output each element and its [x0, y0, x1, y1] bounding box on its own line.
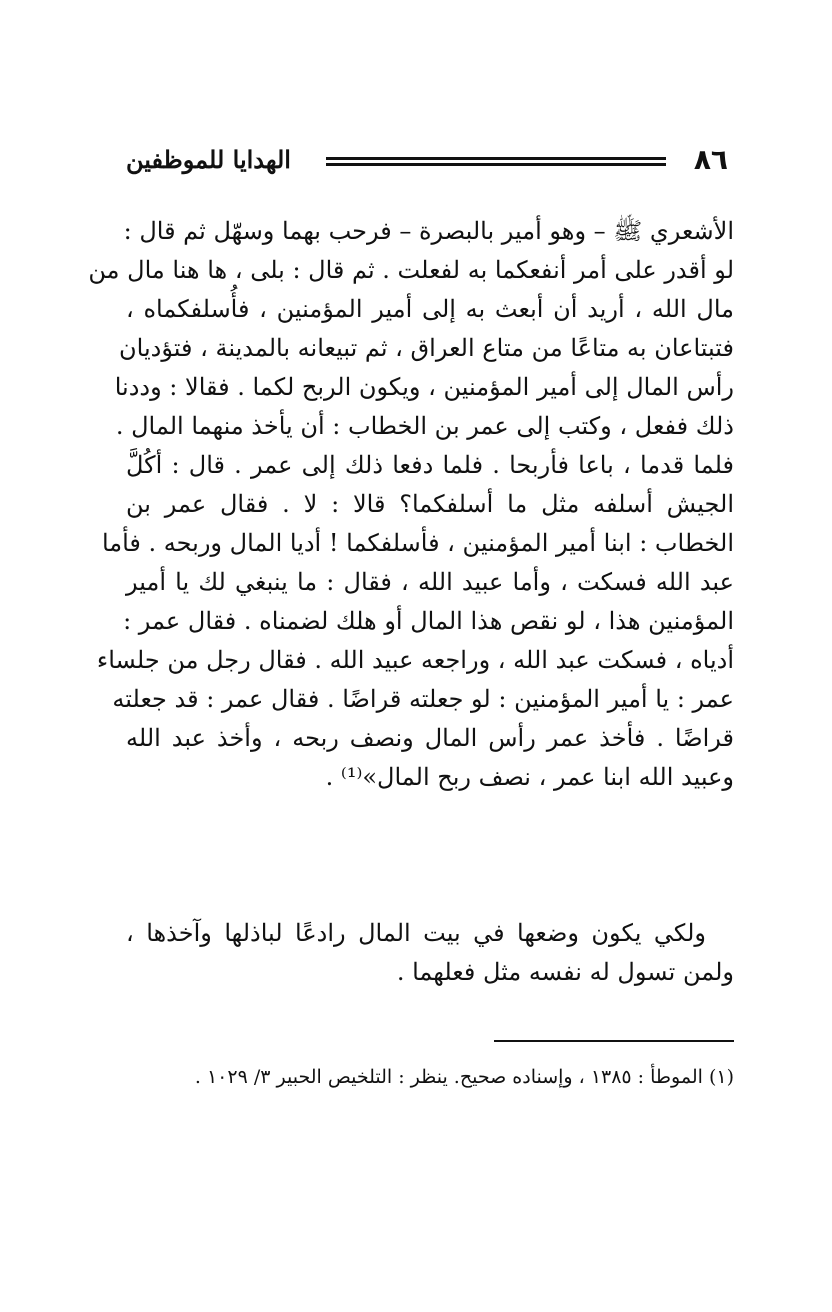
- text-line: عبد الله فسكت ، وأما عبيد الله ، فقال : ما ينبغي لك يا أمير: [126, 568, 734, 596]
- second-paragraph: [126, 914, 734, 992]
- footnote-separator: [494, 1040, 734, 1042]
- header-rule: [326, 157, 666, 167]
- page-number: ٨٦: [693, 143, 728, 176]
- text-line: مال الله ، أريد أن أبعث به إلى أمير المؤمنين ، فأُسلفكماه ،: [126, 295, 734, 323]
- header-rule-line-top: [326, 157, 666, 160]
- text-line: عمر : يا أمير المؤمنين : لو جعلته قراضًا . فقال عمر : قد جعلته: [112, 685, 734, 713]
- footnote: (١) الموطأ : ١٣٨٥ ، وإسناده صحيح. ينظر : التلخيص الحبير ٣/ ١٠٢٩ .: [194, 1066, 734, 1088]
- text-line: ولكي يكون وضعها في بيت المال رادعًا لباذلها وآخذها ،: [126, 919, 706, 947]
- text-line: الجيش أسلفه مثل ما أسلفكما؟ قالا : لا . فقال عمر بن: [126, 490, 734, 518]
- text-line: ذلك ففعل ، وكتب إلى عمر بن الخطاب : أن يأخذ منهما المال .: [115, 412, 734, 440]
- text-line: قراضًا . فأخذ عمر رأس المال ونصف ربحه ، وأخذ عبد الله: [126, 724, 734, 752]
- page-header: [126, 142, 728, 184]
- text-line: رأس المال إلى أمير المؤمنين ، ويكون الربح لكما . فقالا : وددنا: [114, 373, 734, 401]
- main-paragraph: [88, 212, 734, 797]
- text-line: لو أقدر على أمر أنفعكما به لفعلت . ثم قال : بلى ، ها هنا مال من: [88, 256, 734, 284]
- text-line: فلما قدما ، باعا فأربحا . فلما دفعا ذلك إلى عمر . قال : أكُلَّ: [126, 451, 734, 479]
- text-line: فتبتاعان به متاعًا من متاع العراق ، ثم تبيعانه بالمدينة ، فتؤديان: [119, 334, 734, 362]
- text-line: أدياه ، فسكت عبد الله ، وراجعه عبيد الله . فقال رجل من جلساء: [96, 646, 734, 674]
- text-line: وعبيد الله ابنا عمر ، نصف ربح المال»⁽¹⁾ .: [325, 763, 734, 791]
- header-rule-line-bottom: [326, 163, 666, 166]
- text-line: ولمن تسول له نفسه مثل فعلهما .: [396, 958, 734, 986]
- text-line: الأشعري ﷺ – وهو أمير بالبصرة – فرحب بهما وسهّل ثم قال :: [123, 217, 734, 245]
- text-line: المؤمنين هذا ، لو نقص هذا المال أو هلك لضمناه . فقال عمر :: [123, 607, 734, 635]
- running-title: الهدايا للموظفين: [126, 145, 291, 174]
- text-line: الخطاب : ابنا أمير المؤمنين ، فأسلفكما ! أديا المال وربحه . فأما: [101, 529, 734, 557]
